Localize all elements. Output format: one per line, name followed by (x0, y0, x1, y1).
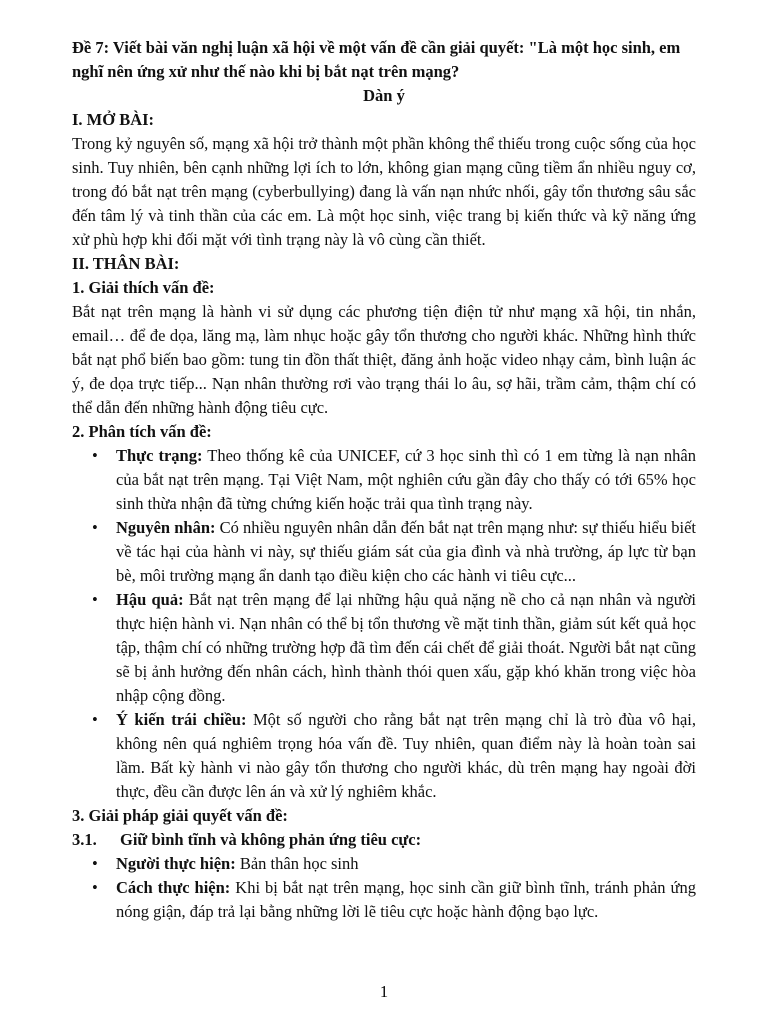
list-item-label: Cách thực hiện: (116, 878, 231, 897)
list-item-text: Bắt nạt trên mạng để lại những hậu quả nặng nề cho cả nạn nhân và người thực hiện hành vi. Nạn nhân có thể bị tổn thương về mặt tinh thần, giảm sút kết quả học tập, thậm chí có những trường hợp đã tìm đến cái chết để giải thoát. Người bắt nạt cũng sẽ bị ảnh hưởng đến nhân cách, hình thành thói quen xấu, gặp khó khăn trong việc hòa nhập cộng đồng. (116, 590, 696, 705)
list-item (116, 708, 696, 804)
section-2-list (72, 444, 696, 804)
list-item-text: Theo thống kê của UNICEF, cứ 3 học sinh thì có 1 em từng là nạn nhân của bắt nạt trên mạng. Tại Việt Nam, một nghiên cứu gần đây cho thấy có tới 65% học sinh thừa nhận đã từng chứng kiến hoặc trải qua tình trạng này. (116, 446, 696, 513)
intro-heading: I. MỞ BÀI: (72, 110, 155, 129)
list-item-text: Có nhiều nguyên nhân dẫn đến bắt nạt trên mạng như: sự thiếu hiểu biết về tác hại của hành vi này, sự thiếu giám sát của gia đình và nhà trường, áp lực từ bạn bè, môi trường mạng ẩn danh tạo điều kiện cho các hành vi tiêu cực... (116, 518, 696, 585)
intro-paragraph: Trong kỷ nguyên số, mạng xã hội trở thành một phần không thể thiếu trong cuộc sống của học sinh. Tuy nhiên, bên cạnh những lợi ích to lớn, không gian mạng cũng tiềm ẩn nhiều nguy cơ, trong đó bắt nạt trên mạng (cyberbullying) đang là vấn nạn nhức nhối, gây tổn thương sâu sắc đến tâm lý và tinh thần của các em. Là một học sinh, việc trang bị kiến thức và kỹ năng ứng xử phù hợp khi đối mặt với tình trạng này là vô cùng cần thiết. (72, 134, 696, 249)
body-heading: II. THÂN BÀI: (72, 254, 180, 273)
section-3-1-number: 3.1. (72, 830, 97, 849)
section-1-paragraph: Bắt nạt trên mạng là hành vi sử dụng các phương tiện điện tử như mạng xã hội, tin nhắn, email… để đe dọa, lăng mạ, làm nhục hoặc gây tổn thương cho người khác. Những hình thức bắt nạt phổ biến bao gồm: tung tin đồn thất thiệt, đăng ảnh hoặc video nhạy cảm, bình luận ác ý, đe dọa trực tiếp... Nạn nhân thường rơi vào trạng thái lo âu, sợ hãi, trầm cảm, thậm chí có thể dẫn đến những hành động tiêu cực. (72, 302, 696, 417)
list-item (116, 516, 696, 588)
list-item-text: Một số người cho rằng bắt nạt trên mạng chỉ là trò đùa vô hại, không nên quá nghiêm trọng hóa vấn đề. Tuy nhiên, quan điểm này là hoàn toàn sai lầm. Bất kỳ hành vi nào gây tổn thương cho người khác, dù trên mạng hay ngoài đời thực, đều cần được lên án và xử lý nghiêm khắc. (116, 710, 696, 801)
list-item-label: Hậu quả: (116, 590, 184, 609)
list-item-label: Người thực hiện: (116, 854, 236, 873)
list-item-label: Thực trạng: (116, 446, 203, 465)
outline-label: Dàn ý (363, 86, 405, 105)
section-1-heading: 1. Giải thích vấn đề: (72, 278, 215, 297)
list-item (116, 588, 696, 708)
list-item-text: Khi bị bắt nạt trên mạng, học sinh cần giữ bình tĩnh, tránh phản ứng nóng giận, đáp trả lại bằng những lời lẽ tiêu cực hoặc hành động bạo lực. (116, 878, 696, 921)
list-item (116, 876, 696, 924)
page-number: 1 (379, 982, 389, 1001)
list-item (116, 852, 696, 876)
list-item-text: Bản thân học sinh (235, 854, 359, 873)
section-3-heading: 3. Giải pháp giải quyết vấn đề: (72, 806, 288, 825)
section-2-heading: 2. Phân tích vấn đề: (72, 422, 212, 441)
section-3-1-heading (72, 828, 696, 852)
document-title: Đề 7: Viết bài văn nghị luận xã hội về một vấn đề cần giải quyết: "Là một học sinh, em nghĩ nên ứng xử như thế nào khi bị bắt nạt trên mạng? (72, 38, 681, 81)
list-item-label: Ý kiến trái chiều: (116, 710, 247, 729)
section-3-1-title: Giữ bình tĩnh và không phản ứng tiêu cực: (120, 830, 422, 849)
list-item (116, 444, 696, 516)
list-item-label: Nguyên nhân: (116, 518, 216, 537)
section-3-1-list (72, 852, 696, 924)
